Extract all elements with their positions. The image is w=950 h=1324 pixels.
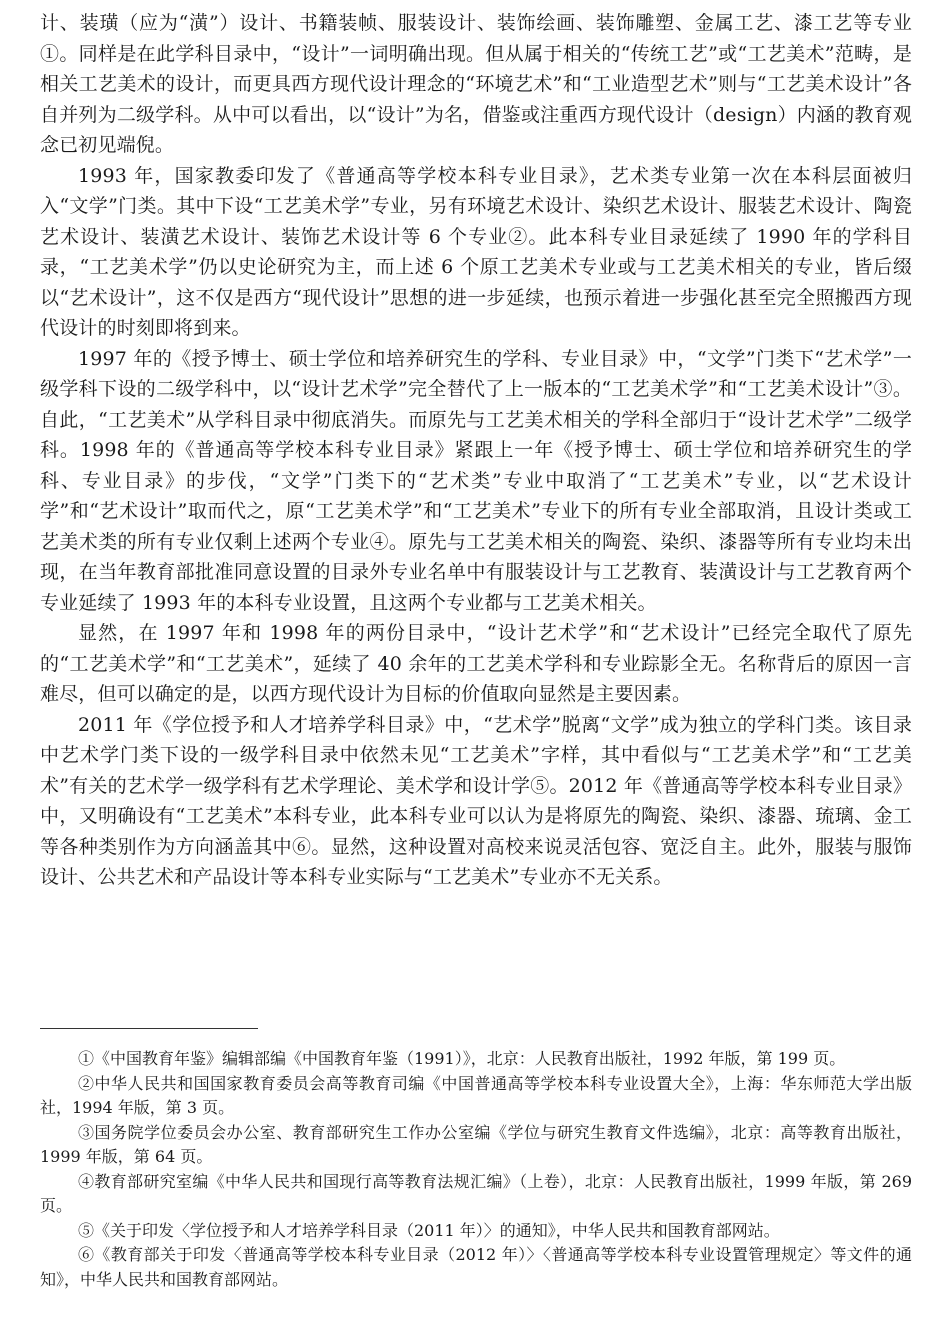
footnote: ⑤《关于印发〈学位授予和人才培养学科目录（2011 年）〉的通知》，中华人民共和国教育部网站。 [78, 1220, 780, 1240]
main-text [40, 8, 912, 893]
footnote-divider [40, 1028, 258, 1029]
body-paragraph: 计、装璜（应为“潢”）设计、书籍装帧、服装设计、装饰绘画、装饰雕塑、金属工艺、漆工艺等专业①。同样是在此学科目录中，“设计”一词明确出现。但从属于相关的“传统工艺”或“工艺美术”范畴，是相关工艺美术的设计，而更具西方现代设计理念的“环境艺术”和“工业造型艺术”则与“工艺美术设计”各自并列为二级学科。从中可以看出，以“设计”为名，借鉴或注重西方现代设计（design）内涵的教育观念已初见端倪。 [40, 12, 912, 156]
footnote: ②中华人民共和国国家教育委员会高等教育司编《中国普通高等学校本科专业设置大全》，上海：华东师范大学出版社，1994 年版，第 3 页。 [40, 1073, 912, 1117]
footnote: ⑥《教育部关于印发〈普通高等学校本科专业目录（2012 年）〉〈普通高等学校本科专业设置管理规定〉等文件的通知》，中华人民共和国教育部网站。 [40, 1245, 912, 1289]
body-paragraph: 显然，在 1997 年和 1998 年的两份目录中，“设计艺术学”和“艺术设计”已经完全取代了原先的“工艺美术学”和“工艺美术”，延续了 40 余年的工艺美术学科和专业踪影全无。名称背后的原因一言难尽，但可以确定的是，以西方现代设计为目标的价值取向显然是主要因素。 [40, 622, 912, 705]
footnotes [40, 1047, 912, 1292]
body-paragraph: 1997 年的《授予博士、硕士学位和培养研究生的学科、专业目录》中，“文学”门类下“艺术学”一级学科下设的二级学科中，以“设计艺术学”完全替代了上一版本的“工艺美术学”和“工艺美术设计”③。自此，“工艺美术”从学科目录中彻底消失。而原先与工艺美术相关的学科全部归于“设计艺术学”二级学科。1998 年的《普通高等学校本科专业目录》紧跟上一年《授予博士、硕士学位和培养研究生的学科、专业目录》的步伐，“文学”门类下的“艺术类”专业中取消了“工艺美术”专业，以“艺术设计学”和“艺术设计”取而代之，原“工艺美术学”和“工艺美术”专业下的所有专业全部取消，且设计类或工艺美术类的所有专业仅剩上述两个专业④。原先与工艺美术相关的陶瓷、染织、漆器等所有专业均未出现，在当年教育部批准同意设置的目录外专业名单中有服装设计与工艺教育、装潢设计与工艺教育两个专业延续了 1993 年的本科专业设置，且这两个专业都与工艺美术相关。 [40, 347, 912, 614]
body-paragraph: 2011 年《学位授予和人才培养学科目录》中，“艺术学”脱离“文学”成为独立的学科门类。该目录中艺术学门类下设的一级学科目录中依然未见“工艺美术”字样，其中看似与“工艺美术学”和“工艺美术”有关的艺术学一级学科有艺术学理论、美术学和设计学⑤。2012 年《普通高等学校本科专业目录》中，又明确设有“工艺美术”本科专业，此本科专业可以认为是将原先的陶瓷、染织、漆器、琉璃、金工等各种类别作为方向涵盖其中⑥。显然，这种设置对高校来说灵活包容、宽泛自主。此外，服装与服饰设计、公共艺术和产品设计等本科专业实际与“工艺美术”专业亦不无关系。 [40, 713, 912, 888]
body-paragraph: 1993 年，国家教委印发了《普通高等学校本科专业目录》，艺术类专业第一次在本科层面被归入“文学”门类。其中下设“工艺美术学”专业，另有环境艺术设计、染织艺术设计、服装艺术设计、陶瓷艺术设计、装潢艺术设计、装饰艺术设计等 6 个专业②。此本科专业目录延续了 1990 年的学科目录，“工艺美术学”仍以史论研究为主，而上述 6 个原工艺美术专业或与工艺美术相关的专业，皆后缀以“艺术设计”，这不仅是西方“现代设计”思想的进一步延续，也预示着进一步强化甚至完全照搬西方现代设计的时刻即将到来。 [40, 164, 912, 339]
footnote: ④教育部研究室编《中华人民共和国现行高等教育法规汇编》（上卷），北京：人民教育出版社，1999 年版，第 269 页。 [40, 1171, 912, 1215]
footnote: ①《中国教育年鉴》编辑部编《中国教育年鉴（1991）》，北京：人民教育出版社，1992 年版，第 199 页。 [78, 1049, 846, 1068]
footnote: ③国务院学位委员会办公室、教育部研究生工作办公室编《学位与研究生教育文件选编》，北京：高等教育出版社，1999 年版，第 64 页。 [40, 1122, 912, 1166]
